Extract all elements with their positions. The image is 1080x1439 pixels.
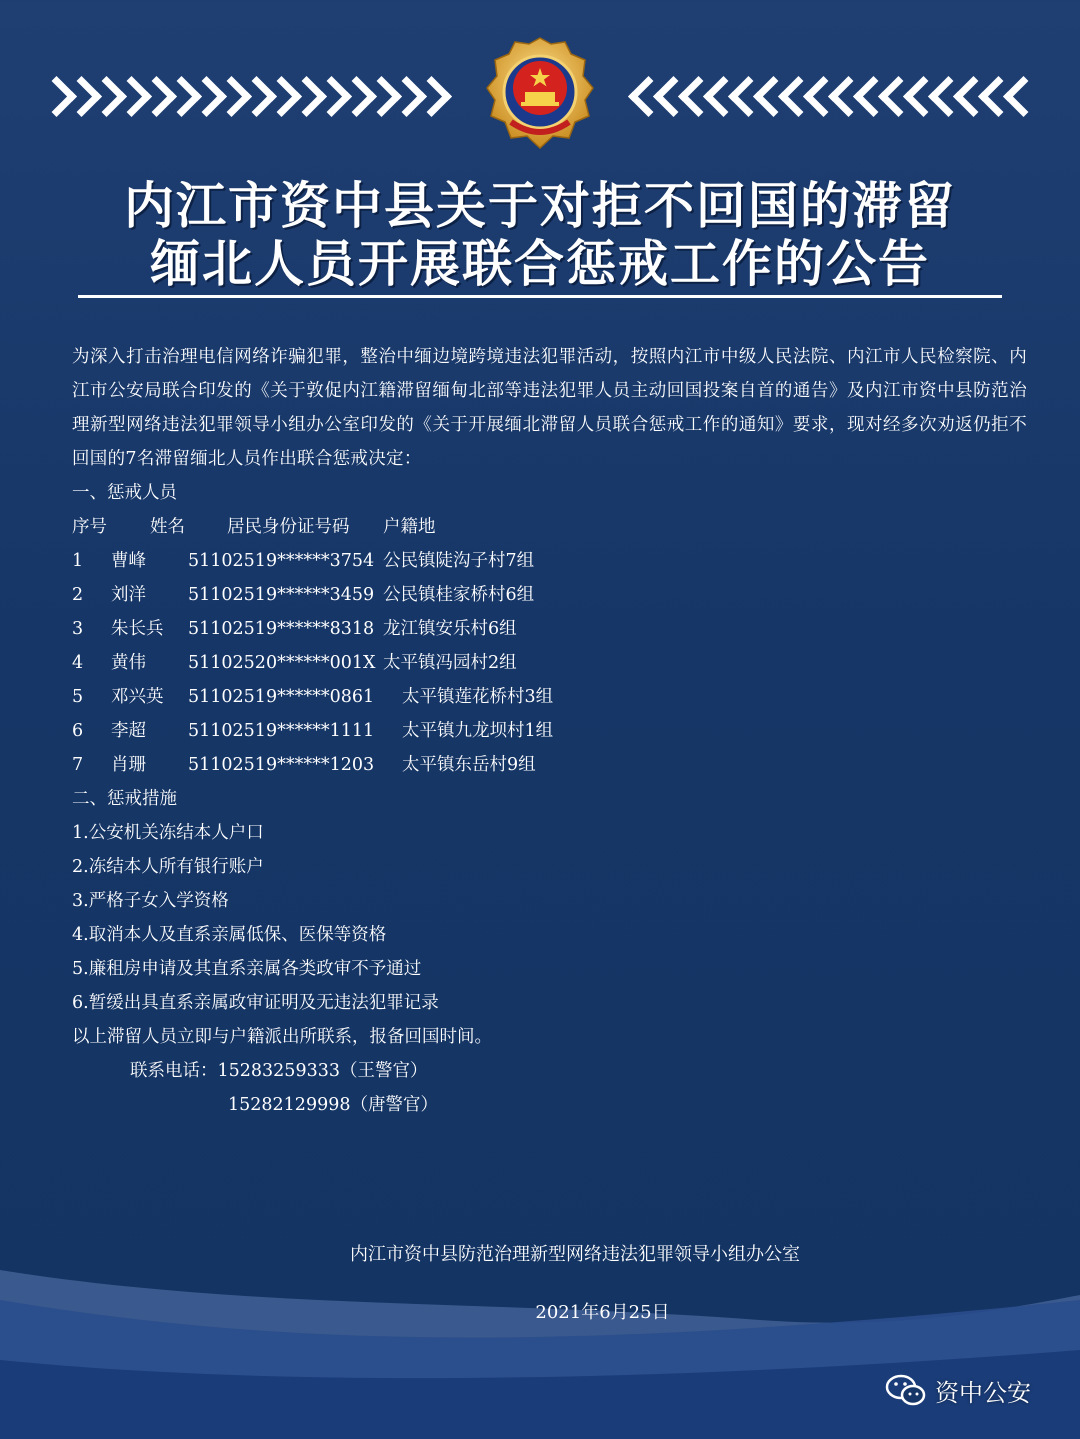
row-name: 李超 bbox=[111, 721, 146, 741]
row-no: 6 bbox=[72, 721, 84, 741]
section-heading-persons: 一、惩戒人员 bbox=[72, 483, 177, 503]
chevron-left-icon bbox=[676, 70, 700, 122]
chevron-left-icon bbox=[726, 70, 750, 122]
table-row bbox=[72, 680, 1027, 714]
row-address: 太平镇九龙坝村1组 bbox=[402, 721, 554, 741]
contact-phone-1: 15283259333（王警官） bbox=[217, 1061, 428, 1081]
section-heading-measures: 二、惩戒措施 bbox=[72, 789, 177, 809]
row-address: 太平镇莲花桥村3组 bbox=[402, 687, 554, 707]
row-address: 龙江镇安乐村6组 bbox=[383, 619, 517, 639]
header-id: 居民身份证号码 bbox=[227, 517, 350, 537]
wechat-icon bbox=[885, 1372, 927, 1408]
contact-line-2 bbox=[72, 1088, 1027, 1122]
chevron-left-icon bbox=[776, 70, 800, 122]
measure-item: 6.暂缓出具直系亲属政审证明及无违法犯罪记录 bbox=[72, 993, 439, 1013]
header-name: 姓名 bbox=[150, 517, 185, 537]
header-address: 户籍地 bbox=[383, 517, 436, 537]
chevron-left-icon bbox=[951, 70, 975, 122]
issue-date: 2021年6月25日 bbox=[535, 1302, 670, 1323]
row-no: 5 bbox=[72, 687, 84, 707]
intro-paragraph: 为深入打击治理电信网络诈骗犯罪，整治中缅边境跨境违法犯罪活动，按照内江市中级人民法院、内江市人民检察院、内江市公安局联合印发的《关于敦促内江籍滞留缅甸北部等违法犯罪人员主动回国投案自首的通告》及内江市资中县防范治理新型网络违法犯罪领导小组办公室印发的《关于开展缅北滞留人员联合惩戒工作的通知》要求，现对经多次劝返仍拒不回国的7名滞留缅北人员作出联合惩戒决定： bbox=[72, 347, 1027, 469]
row-no: 4 bbox=[72, 653, 84, 673]
row-name: 朱长兵 bbox=[111, 619, 164, 639]
contact-line-1 bbox=[72, 1054, 1027, 1088]
table-row bbox=[72, 544, 1027, 578]
measure-item: 2.冻结本人所有银行账户 bbox=[72, 857, 264, 877]
row-no: 2 bbox=[72, 585, 84, 605]
row-name: 邓兴英 bbox=[111, 687, 164, 707]
header-no: 序号 bbox=[72, 517, 107, 537]
chevron-left-icon bbox=[826, 70, 850, 122]
row-id: 51102519******3459 bbox=[188, 585, 375, 605]
chevron-left-icon bbox=[876, 70, 900, 122]
issuing-office: 内江市资中县防范治理新型网络违法犯罪领导小组办公室 bbox=[350, 1244, 800, 1265]
contact-phone-2: 15282129998（唐警官） bbox=[228, 1095, 438, 1115]
right-chevron-decoration bbox=[626, 70, 1026, 122]
chevron-left-icon bbox=[801, 70, 825, 122]
measure-item: 1.公安机关冻结本人户口 bbox=[72, 823, 264, 843]
chevron-left-icon bbox=[926, 70, 950, 122]
row-id: 51102519******8318 bbox=[188, 619, 375, 639]
row-name: 刘洋 bbox=[111, 585, 146, 605]
watermark-text: 资中公安 bbox=[935, 1378, 1031, 1407]
chevron-left-icon bbox=[701, 70, 725, 122]
measure-item: 5.廉租房申请及其直系亲属各类政审不予通过 bbox=[72, 959, 422, 979]
title-line-2: 缅北人员开展联合惩戒工作的公告 bbox=[150, 234, 930, 293]
left-chevron-decoration bbox=[40, 70, 440, 122]
row-address: 太平镇冯园村2组 bbox=[383, 653, 517, 673]
row-name: 黄伟 bbox=[111, 653, 146, 673]
title-divider bbox=[78, 295, 1002, 298]
chevron-left-icon bbox=[751, 70, 775, 122]
chevron-left-icon bbox=[851, 70, 875, 122]
table-row bbox=[72, 578, 1027, 612]
table-row bbox=[72, 646, 1027, 680]
row-address: 太平镇东岳村9组 bbox=[402, 755, 536, 775]
wechat-watermark bbox=[885, 1368, 1031, 1412]
row-id: 51102519******1111 bbox=[188, 721, 375, 741]
row-id: 51102520******001X bbox=[188, 653, 376, 673]
chevron-right-icon bbox=[415, 70, 439, 122]
row-id: 51102519******1203 bbox=[188, 755, 375, 775]
row-address: 公民镇陡沟子村7组 bbox=[383, 551, 535, 571]
row-address: 公民镇桂家桥村6组 bbox=[383, 585, 535, 605]
table-row bbox=[72, 748, 1027, 782]
table-header bbox=[72, 510, 1027, 544]
chevron-left-icon bbox=[626, 70, 650, 122]
chevron-left-icon bbox=[976, 70, 1000, 122]
table-row bbox=[72, 612, 1027, 646]
closing-text: 以上滞留人员立即与户籍派出所联系，报备回国时间。 bbox=[72, 1027, 492, 1047]
chevron-left-icon bbox=[651, 70, 675, 122]
row-no: 1 bbox=[72, 551, 84, 571]
contact-label: 联系电话： bbox=[130, 1061, 218, 1081]
row-id: 51102519******0861 bbox=[188, 687, 375, 707]
row-id: 51102519******3754 bbox=[188, 551, 375, 571]
chevron-left-icon bbox=[1001, 70, 1025, 122]
title-line-1: 内江市资中县关于对拒不回国的滞留 bbox=[124, 176, 956, 235]
row-no: 3 bbox=[72, 619, 84, 639]
measure-item: 3.严格子女入学资格 bbox=[72, 891, 229, 911]
row-name: 曹峰 bbox=[111, 551, 146, 571]
row-name: 肖珊 bbox=[111, 755, 146, 775]
police-emblem bbox=[481, 34, 599, 152]
row-no: 7 bbox=[72, 755, 84, 775]
table-row bbox=[72, 714, 1027, 748]
notice-body bbox=[72, 340, 1027, 1122]
measure-item: 4.取消本人及直系亲属低保、医保等资格 bbox=[72, 925, 387, 945]
chevron-left-icon bbox=[901, 70, 925, 122]
